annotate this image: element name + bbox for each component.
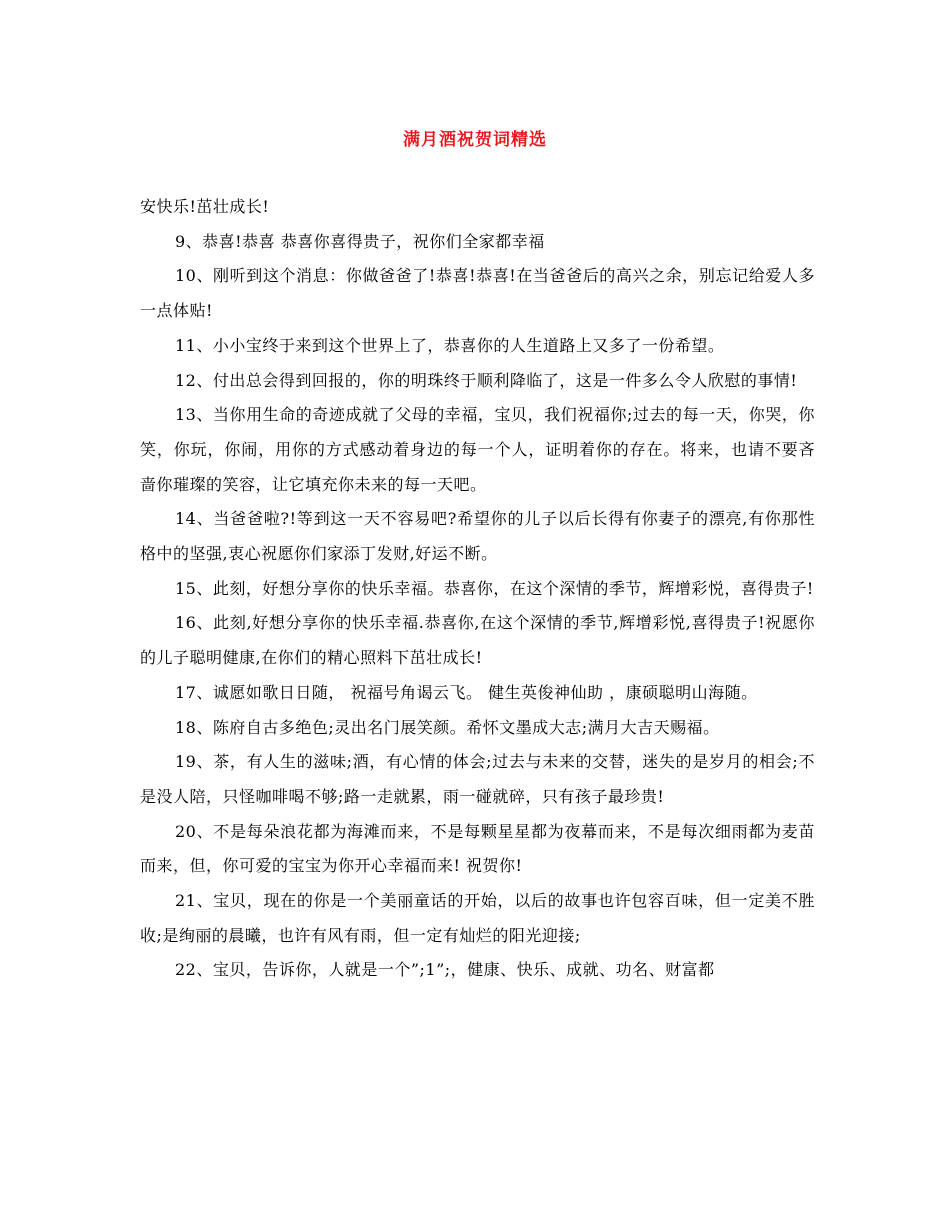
paragraph: 安快乐!茁壮成长! (140, 197, 270, 216)
paragraph: 20、不是每朵浪花都为海滩而来，不是每颗星星都为夜幕而来，不是每次细雨都为麦苗而来，但，你可爱的宝宝为你开心幸福而来! 祝贺你! (140, 821, 815, 876)
document-title: 满月酒祝贺词精选 (403, 130, 547, 150)
paragraph: 10、刚听到这个消息：你做爸爸了!恭喜!恭喜!在当爸爸后的高兴之余，别忘记给爱人多一点体贴! (140, 266, 815, 321)
paragraph: 18、陈府自古多绝色;灵出名门展笑颜。希怀文墨成大志;满月大吉天赐福。 (175, 717, 720, 737)
paragraph: 17、诚愿如歌日日随， 祝福号角谒云飞。 健生英俊神仙助 ，康硕聪明山海随。 (175, 682, 758, 702)
paragraph: 22、宝贝，告诉你，人就是一个”;1”;，健康、快乐、成就、功名、财富都 (175, 960, 715, 980)
paragraph: 15、此刻，好想分享你的快乐幸福。恭喜你，在这个深情的季节，辉增彩悦，喜得贵子! (175, 578, 814, 598)
paragraph: 12、付出总会得到回报的，你的明珠终于顺利降临了，这是一件多么令人欣慰的事情! (175, 370, 798, 390)
paragraph: 16、此刻,好想分享你的快乐幸福.恭喜你,在这个深情的季节,辉增彩悦,喜得贵子!祝愿你的儿子聪明健康,在你们的精心照料下茁壮成长! (140, 613, 815, 668)
paragraph: 14、当爸爸啦?!等到这一天不容易吧?希望你的儿子以后长得有你妻子的漂亮,有你那性格中的坚强,衷心祝愿你们家添丁发财,好运不断。 (140, 509, 815, 564)
paragraph: 21、宝贝，现在的你是一个美丽童话的开始，以后的故事也许包容百味，但一定美不胜收;是绚丽的晨曦，也许有风有雨，但一定有灿烂的阳光迎接; (140, 891, 815, 945)
document-body (140, 190, 815, 988)
paragraph: 9、恭喜!恭喜 恭喜你喜得贵子，祝你们全家都幸福 (175, 231, 545, 251)
paragraph: 19、茶，有人生的滋味;酒，有心情的体会;过去与未来的交替，迷失的是岁月的相会;不是没人陪，只怪咖啡喝不够;路一走就累，雨一碰就碎，只有孩子最珍贵! (140, 752, 815, 806)
paragraph: 11、小小宝终于来到这个世界上了，恭喜你的人生道路上又多了一份希望。 (175, 335, 725, 355)
paragraph: 13、当你用生命的奇迹成就了父母的幸福，宝贝，我们祝福你;过去的每一天，你哭，你笑，你玩，你闹，用你的方式感动着身边的每一个人，证明着你的存在。将来，也请不要吝啬你璀璨的笑容，让它填充你未来的每一天吧。 (140, 405, 815, 494)
